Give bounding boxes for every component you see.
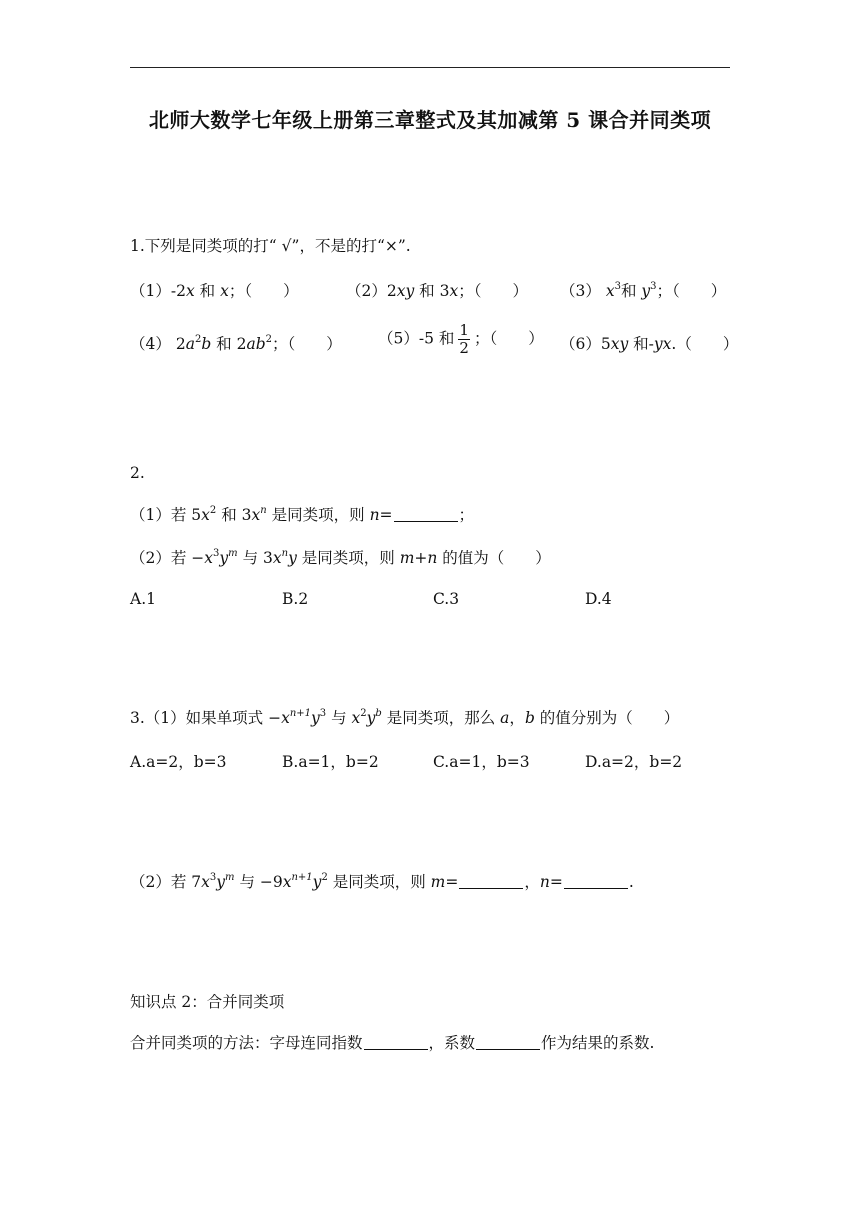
q1-item-2: （2）2xy 和 3x；（ ） <box>346 282 528 300</box>
q1-item-5: （5）-5 和 $\frac{1}{2}$ ；（ ） <box>378 321 544 357</box>
answer-blank[interactable] <box>476 1035 540 1050</box>
q1-item-4: （4） $2a^2b$ 和 $2ab^2$；（ ） <box>130 334 342 353</box>
q3-part1: 3.（1）如果单项式 $-x^{n+1}y^3$ 与 $x^2y^b$ 是同类项，那么 a，b 的值分别为（ ） <box>130 708 680 727</box>
q2-part1: （1）若 $5x^2$ 和 $3x^n$ 是同类项，则 n= ； <box>130 505 475 524</box>
answer-blank[interactable] <box>394 507 458 522</box>
q3-option-a: A.a=2，b=3 <box>130 753 227 771</box>
q3-option-c: C.a=1，b=3 <box>433 753 530 771</box>
header-rule <box>130 67 730 68</box>
q2-option-d: D.4 <box>585 590 612 608</box>
q3-option-b: B.a=1，b=2 <box>282 753 379 771</box>
q3-part2: （2）若 $7x^3y^m$ 与 $-9x^{n+1}y^2$ 是同类项，则 m= ，n= . <box>130 872 634 891</box>
q2-option-b: B.2 <box>282 590 309 608</box>
q2-option-c: C.3 <box>433 590 460 608</box>
q1-item-6: （6）5xy 和-yx.（ ） <box>560 335 739 353</box>
q2-part2: （2）若 $-x^3y^m$ 与 $3x^ny$ 是同类项，则 m+n 的值为（ ） <box>130 548 551 567</box>
knowledge-text: 合并同类项的方法：字母连同指数 ，系数 作为结果的系数. <box>130 1034 655 1052</box>
q2-number: 2. <box>130 464 145 482</box>
q1-item-1: （1）-2x 和 x；（ ） <box>130 282 299 300</box>
q1-item-3: （3） $x^3$和 $y^3$；（ ） <box>560 281 727 300</box>
page-title: 北师大数学七年级上册第三章整式及其加减第 5 课合并同类项 <box>148 108 712 132</box>
q1-prompt: 1.下列是同类项的打“ √”，不是的打“×”. <box>130 237 411 255</box>
answer-blank[interactable] <box>459 874 523 889</box>
fraction-one-half: $\frac{1}{2}$ <box>459 321 469 357</box>
answer-blank[interactable] <box>364 1035 428 1050</box>
q3-option-d: D.a=2，b=2 <box>585 753 683 771</box>
knowledge-heading: 知识点 2：合并同类项 <box>130 993 285 1011</box>
answer-blank[interactable] <box>564 874 628 889</box>
q2-option-a: A.1 <box>130 590 156 608</box>
